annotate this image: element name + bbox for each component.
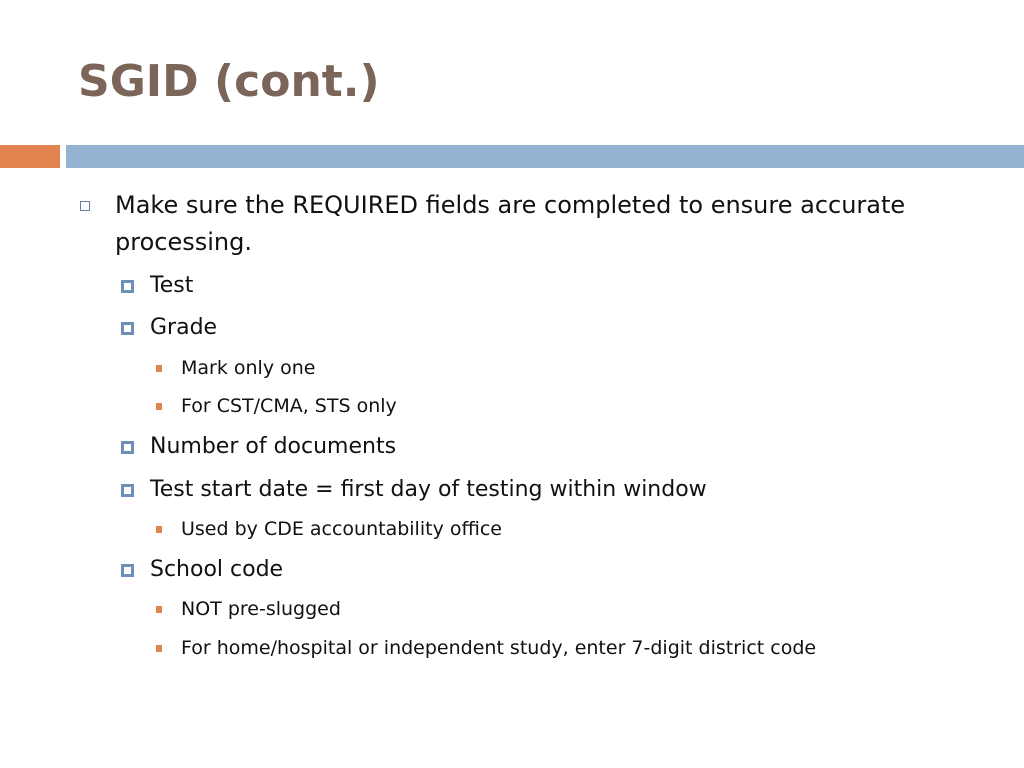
bullet-main-line2: processing. <box>115 228 252 256</box>
bullet-school-sub1: NOT pre-slugged <box>181 598 341 620</box>
small-square-bullet-icon <box>156 645 162 652</box>
bullet-number-of-documents: Number of documents <box>150 434 397 459</box>
square-bullet-icon <box>121 322 134 335</box>
small-square-bullet-icon <box>156 526 162 533</box>
bullet-grade-sub1: Mark only one <box>181 357 316 379</box>
bullet-test-start-date: Test start date = first day of testing within window <box>150 477 707 502</box>
bullet-start-date-sub1: Used by CDE accountability office <box>181 518 502 540</box>
bullet-grade-sub2: For CST/CMA, STS only <box>181 395 397 417</box>
hollow-square-bullet-icon <box>80 201 90 211</box>
slide-title: SGID (cont.) <box>78 56 380 107</box>
bullet-main-line1: Make sure the REQUIRED fields are completed to ensure accurate <box>115 191 906 219</box>
square-bullet-icon <box>121 441 134 454</box>
bullet-school-sub2: For home/hospital or independent study, enter 7-digit district code <box>181 637 817 659</box>
bullet-test: Test <box>150 273 194 298</box>
small-square-bullet-icon <box>156 403 162 410</box>
bullet-grade: Grade <box>150 315 218 340</box>
small-square-bullet-icon <box>156 606 162 613</box>
square-bullet-icon <box>121 484 134 497</box>
bullet-school-code: School code <box>150 557 284 582</box>
square-bullet-icon <box>121 280 134 293</box>
square-bullet-icon <box>121 564 134 577</box>
small-square-bullet-icon <box>156 365 162 372</box>
